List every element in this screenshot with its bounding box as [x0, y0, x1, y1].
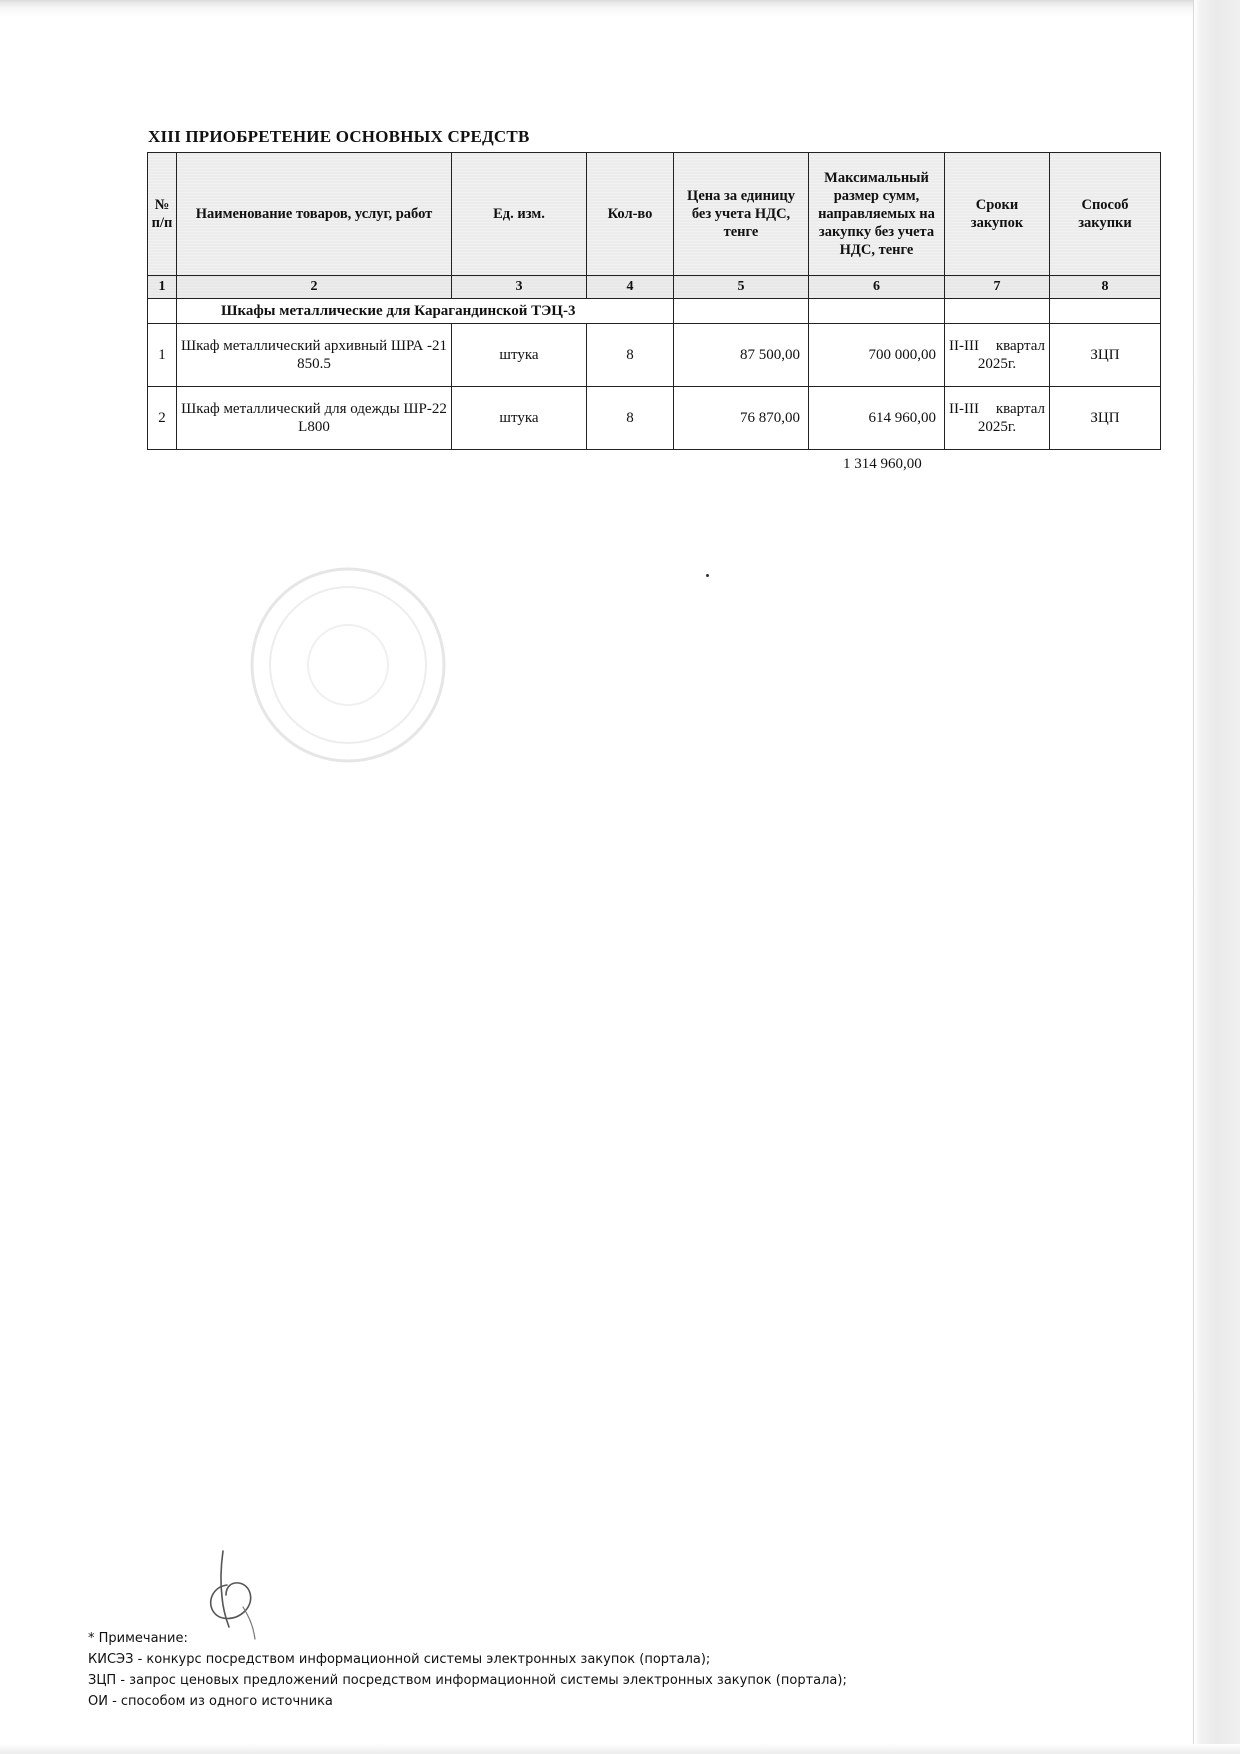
group-title: Шкафы металлические для Карагандинской ТЭЦ-3	[177, 299, 674, 324]
row-number: 2	[148, 387, 177, 450]
group-empty-cell	[945, 299, 1050, 324]
footnote-line: ЗЦП - запрос ценовых предложений посредством информационной системы электронных закупок (портала);	[88, 1673, 847, 1688]
row-period: II-III квартал 2025г.	[945, 387, 1050, 450]
column-number: 2	[177, 276, 452, 299]
group-empty-cell	[809, 299, 945, 324]
footnote-line: КИСЭЗ - конкурс посредством информационной системы электронных закупок (портала);	[88, 1652, 711, 1667]
row-period: II-III квартал 2025г.	[945, 324, 1050, 387]
row-qty: 8	[587, 324, 674, 387]
column-number: 8	[1050, 276, 1161, 299]
row-unit: штука	[452, 387, 587, 450]
group-row	[148, 299, 1161, 324]
footnote-heading: * Примечание:	[88, 1631, 188, 1646]
group-empty-cell	[1050, 299, 1161, 324]
procurement-table	[147, 152, 1161, 450]
row-unit-price: 87 500,00	[674, 324, 809, 387]
column-number: 5	[674, 276, 809, 299]
header-name: Наименование товаров, услуг, работ	[177, 153, 452, 276]
column-number: 7	[945, 276, 1050, 299]
column-number: 4	[587, 276, 674, 299]
row-unit-price: 76 870,00	[674, 387, 809, 450]
group-number-cell	[148, 299, 177, 324]
table-row	[148, 387, 1161, 450]
column-number: 3	[452, 276, 587, 299]
footnote	[88, 1628, 847, 1712]
group-empty-cell	[674, 299, 809, 324]
header-method: Способ закупки	[1050, 153, 1161, 276]
row-number: 1	[148, 324, 177, 387]
footnote-line: ОИ - способом из одного источника	[88, 1694, 333, 1709]
row-qty: 8	[587, 387, 674, 450]
row-method: ЗЦП	[1050, 324, 1161, 387]
row-name: Шкаф металлический архивный ШРА -21 850.5	[177, 324, 452, 387]
table-header-row	[148, 153, 1161, 276]
column-number-row	[148, 276, 1161, 299]
scan-edge-right	[1193, 0, 1240, 1754]
row-max-amount: 700 000,00	[809, 324, 945, 387]
scan-edge-bottom	[0, 1744, 1240, 1754]
header-period: Сроки закупок	[945, 153, 1050, 276]
header-max-amount: Максимальный размер сумм, направляемых на закупку без учета НДС, тенге	[809, 153, 945, 276]
header-unit-price: Цена за единицу без учета НДС, тенге	[674, 153, 809, 276]
row-method: ЗЦП	[1050, 387, 1161, 450]
row-unit: штука	[452, 324, 587, 387]
header-unit: Ед. изм.	[452, 153, 587, 276]
faded-round-stamp-icon	[238, 560, 458, 770]
table-row	[148, 324, 1161, 387]
scan-speck	[706, 574, 709, 577]
header-number: № п/п	[148, 153, 177, 276]
row-max-amount: 614 960,00	[809, 387, 945, 450]
header-qty: Кол-во	[587, 153, 674, 276]
row-name: Шкаф металлический для одежды ШР-22 L800	[177, 387, 452, 450]
total-sum: 1 314 960,00	[843, 456, 922, 472]
column-number: 1	[148, 276, 177, 299]
column-number: 6	[809, 276, 945, 299]
scan-edge-top	[0, 0, 1200, 18]
section-title: XIII ПРИОБРЕТЕНИЕ ОСНОВНЫХ СРЕДСТВ	[148, 127, 530, 146]
